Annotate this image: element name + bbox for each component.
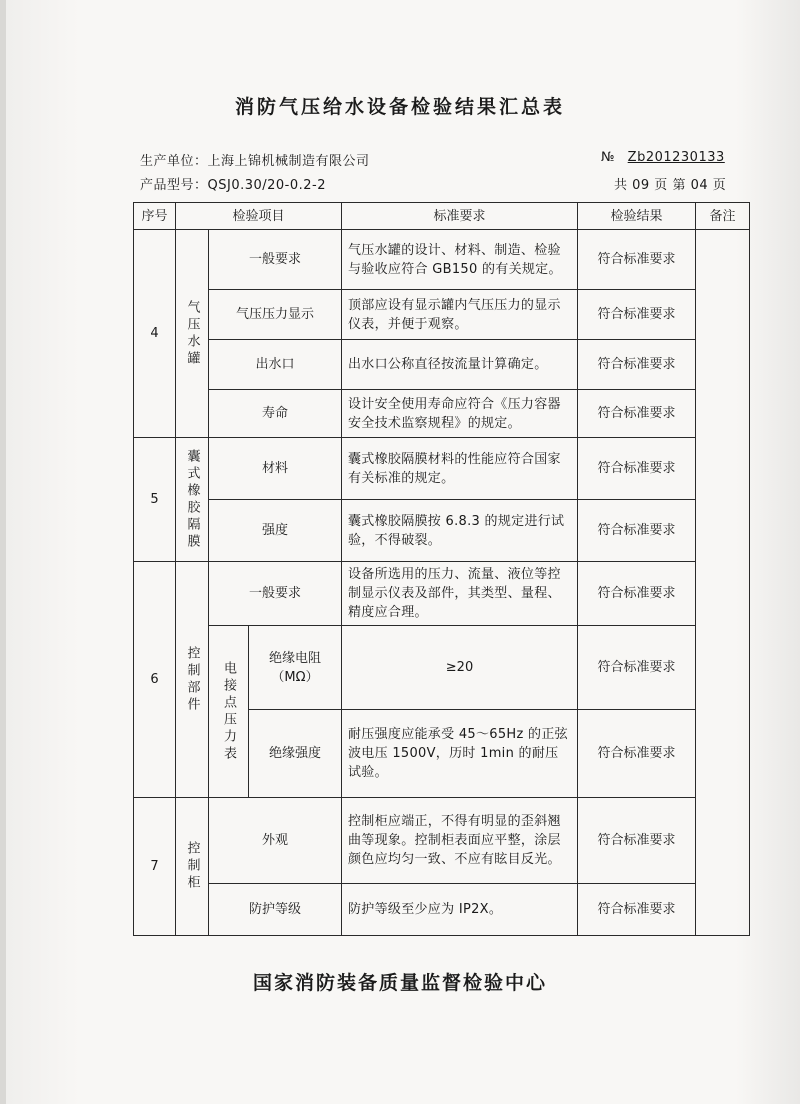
result-text: 符合标准要求 <box>578 340 696 390</box>
product-model: 产品型号：QSJ0.30/20-0.2-2 <box>140 178 327 193</box>
item-name: 外观 <box>209 798 342 884</box>
table-row <box>134 290 750 340</box>
standard-text: ≥20 <box>342 626 578 710</box>
document-title: 消防气压给水设备检验结果汇总表 <box>234 96 565 118</box>
table-row <box>134 230 750 290</box>
table-row <box>134 500 750 562</box>
result-text: 符合标准要求 <box>578 390 696 438</box>
report-number <box>601 150 725 165</box>
result-text: 符合标准要求 <box>578 884 696 936</box>
standard-text: 防护等级至少应为 IP2X。 <box>342 884 578 936</box>
seq-cell: 4 <box>134 230 176 438</box>
group-cell <box>176 230 209 438</box>
group-cell <box>176 562 209 798</box>
header-item: 检验项目 <box>176 203 342 230</box>
table-row <box>134 438 750 500</box>
item-name: 出水口 <box>209 340 342 390</box>
header-result: 检验结果 <box>578 203 696 230</box>
item-name: 绝缘电阻（MΩ） <box>249 626 342 710</box>
group-label: 囊式橡胶隔膜 <box>184 448 200 551</box>
header-standard: 标准要求 <box>342 203 578 230</box>
item-name: 寿命 <box>209 390 342 438</box>
standard-text: 囊式橡胶隔膜按 6.8.3 的规定进行试验，不得破裂。 <box>342 500 578 562</box>
sub-group-cell <box>209 626 249 798</box>
page-count: 共 09 页 第 04 页 <box>614 178 727 193</box>
seq-cell: 5 <box>134 438 176 562</box>
group-label: 气压水罐 <box>184 299 200 368</box>
result-text: 符合标准要求 <box>578 500 696 562</box>
group-cell <box>176 438 209 562</box>
item-name: 防护等级 <box>209 884 342 936</box>
table-row <box>134 390 750 438</box>
standard-text: 气压水罐的设计、材料、制造、检验与验收应符合 GB150 的有关规定。 <box>342 230 578 290</box>
result-text: 符合标准要求 <box>578 626 696 710</box>
producer: 生产单位：上海上锦机械制造有限公司 <box>140 154 370 169</box>
group-label: 控制柜 <box>184 841 200 892</box>
seq-cell: 6 <box>134 562 176 798</box>
item-name: 绝缘强度 <box>249 710 342 798</box>
scan-edge <box>0 0 6 1104</box>
header-row <box>134 203 750 230</box>
remark-cell <box>696 230 750 936</box>
result-text: 符合标准要求 <box>578 438 696 500</box>
report-number-prefix: № <box>601 150 616 165</box>
standard-text: 控制柜应端正，不得有明显的歪斜翘曲等现象。控制柜表面应平整，涂层颜色应均匀一致、不应有眩目反光。 <box>342 798 578 884</box>
result-text: 符合标准要求 <box>578 290 696 340</box>
table-row <box>134 626 750 710</box>
result-text: 符合标准要求 <box>578 798 696 884</box>
standard-text: 耐压强度应能承受 45～65Hz 的正弦波电压 1500V，历时 1min 的耐压试验。 <box>342 710 578 798</box>
issuer-name: 国家消防装备质量监督检验中心 <box>252 972 547 994</box>
table-row <box>134 798 750 884</box>
item-name: 一般要求 <box>209 230 342 290</box>
results-table <box>133 202 750 936</box>
standard-text: 出水口公称直径按流量计算确定。 <box>342 340 578 390</box>
seq-cell: 7 <box>134 798 176 936</box>
table-row <box>134 340 750 390</box>
standard-text: 囊式橡胶隔膜材料的性能应符合国家有关标准的规定。 <box>342 438 578 500</box>
standard-text: 顶部应设有显示罐内气压压力的显示仪表，并便于观察。 <box>342 290 578 340</box>
standard-text: 设备所选用的压力、流量、液位等控制显示仪表及部件，其类型、量程、精度应合理。 <box>342 562 578 626</box>
result-text: 符合标准要求 <box>578 230 696 290</box>
item-name: 气压压力显示 <box>209 290 342 340</box>
item-name: 材料 <box>209 438 342 500</box>
header-remark: 备注 <box>696 203 750 230</box>
table-row <box>134 884 750 936</box>
table-row <box>134 562 750 626</box>
sub-group-label: 电接点压力表 <box>221 660 236 763</box>
item-name: 强度 <box>209 500 342 562</box>
result-text: 符合标准要求 <box>578 710 696 798</box>
report-number-value: Zb201230133 <box>627 150 725 165</box>
item-name: 一般要求 <box>209 562 342 626</box>
group-label: 控制部件 <box>184 645 200 714</box>
result-text: 符合标准要求 <box>578 562 696 626</box>
group-cell <box>176 798 209 936</box>
header-seq: 序号 <box>134 203 176 230</box>
standard-text: 设计安全使用寿命应符合《压力容器安全技术监察规程》的规定。 <box>342 390 578 438</box>
